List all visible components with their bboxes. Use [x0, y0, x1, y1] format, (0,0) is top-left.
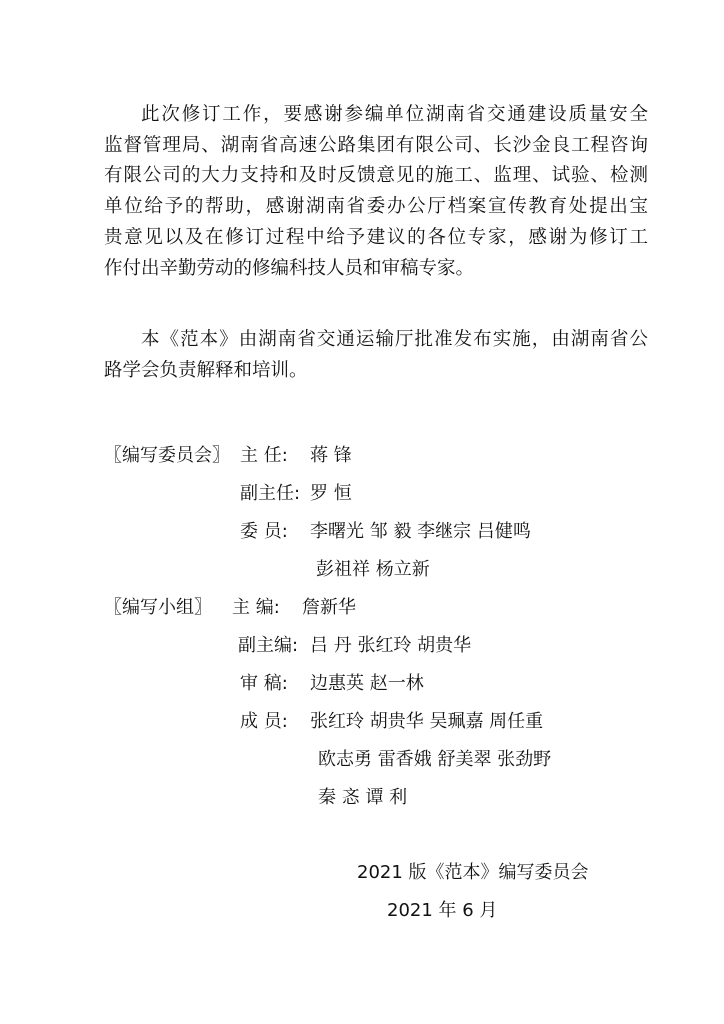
group-deputy-names: 吕 丹 张红玲 胡贵华: [310, 635, 472, 656]
group-review-label: 审 稿:: [240, 673, 288, 694]
group-chief-label: 主 编:: [232, 597, 280, 618]
committee-members-line: 彭祖祥 杨立新: [316, 559, 430, 580]
committee-section-label: 〖编写委员会〗: [104, 445, 230, 466]
group-members-line: 秦 忞 谭 利: [318, 787, 408, 808]
group-deputy-label: 副主编:: [238, 635, 299, 656]
text-line: 有限公司的大力支持和及时反馈意见的施工、监理、试验、检测: [104, 165, 648, 187]
committee-director-names: 蒋 锋: [310, 445, 352, 466]
committee-deputy-label: 副主任:: [240, 483, 301, 504]
group-members-line: 欧志勇 雷香娥 舒美翠 张劲野: [318, 749, 552, 770]
text-line: 本《范本》由湖南省交通运输厅批准发布实施，由湖南省公: [141, 329, 648, 350]
committee-members-line: 李曙光 邹 毅 李继宗 吕健鸣: [310, 521, 531, 542]
group-section-label: 〖编写小组〗: [104, 597, 212, 618]
committee-deputy-names: 罗 恒: [310, 483, 352, 504]
text-line: 路学会负责解释和培训。: [104, 359, 308, 381]
signature-date: 2021 年 6 月: [387, 900, 498, 921]
text-line: 监督管理局、湖南省高速公路集团有限公司、长沙金良工程咨询: [104, 134, 648, 156]
committee-members-label: 委 员:: [240, 521, 288, 542]
signature-issuer: 2021 版《范本》编写委员会: [357, 862, 589, 883]
acknowledgement-paragraph: [104, 100, 648, 284]
group-chief-names: 詹新华: [302, 597, 356, 618]
text-line: 作付出辛勤劳动的修编科技人员和审稿专家。: [104, 257, 475, 279]
group-review-names: 边惠英 赵一林: [310, 673, 424, 694]
approval-paragraph: [104, 325, 648, 386]
group-members-line: 张红玲 胡贵华 吴珮嘉 周任重: [310, 711, 544, 732]
committee-director-label: 主 任:: [240, 445, 288, 466]
text-line: 此次修订工作，要感谢参编单位湖南省交通建设质量安全: [141, 104, 648, 125]
text-line: 贵意见以及在修订过程中给予建议的各位专家，感谢为修订工: [104, 226, 648, 248]
text-line: 单位给予的帮助，感谢湖南省委办公厅档案宣传教育处提出宝: [104, 196, 648, 218]
group-members-label: 成 员:: [240, 711, 288, 732]
